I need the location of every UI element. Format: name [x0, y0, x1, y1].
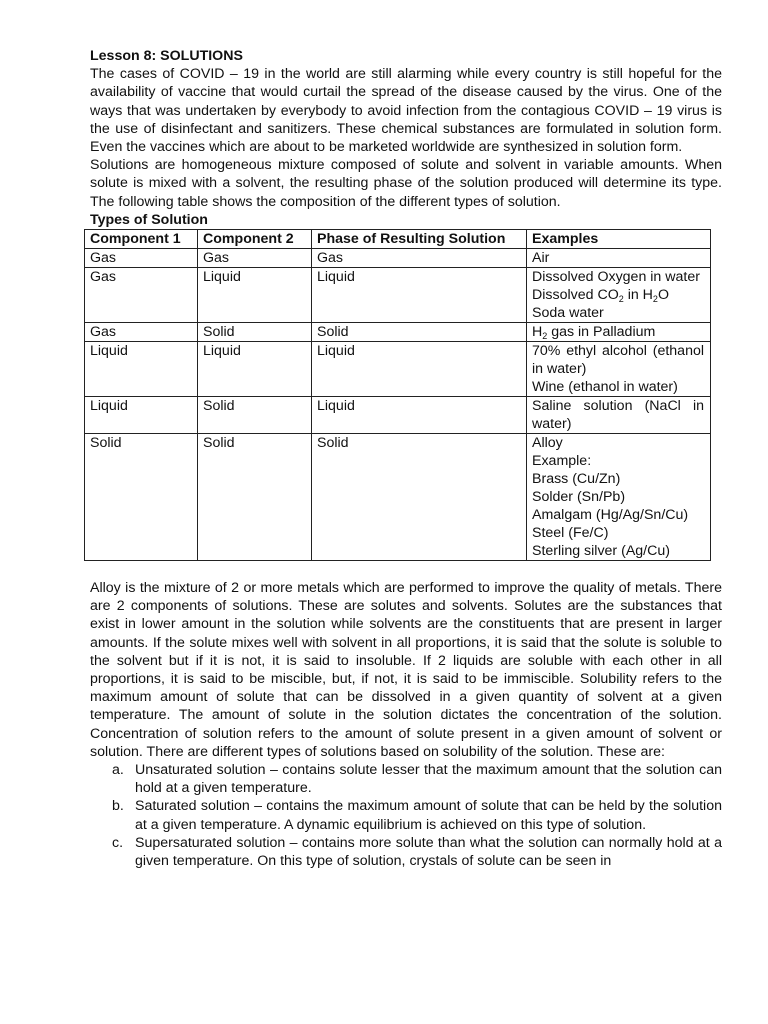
example-item: Example: [532, 453, 592, 470]
example-item: Wine (ethanol in water) [532, 379, 678, 396]
solution-types-list [90, 761, 722, 870]
solution-types-table [84, 229, 711, 561]
example-item: Amalgam (Hg/Ag/Sn/Cu) [532, 507, 689, 524]
component-2-cell: Solid [198, 397, 312, 434]
component-2-cell: Solid [198, 323, 312, 342]
intro-paragraph-1: The cases of COVID – 19 in the world are still alarming while every country is still hopeful for the availability of vaccine that would curtail the spread of the disease caused by the virus. One of the ways that was undertaken by everybody to avoid infection from the contagious COVID – 19 virus is the use of disinfectant and sanitizers. These chemical substances are formulated in solution form. Even the vaccines which are about to be marketed worldwide are synthesized in solution form. [90, 66, 722, 156]
phase-cell: Solid [312, 434, 527, 561]
column-header: Phase of Resulting Solution [312, 230, 527, 249]
list-item [112, 761, 722, 797]
component-1-cell: Liquid [85, 342, 198, 397]
table-row [85, 268, 711, 323]
example-item: Dissolved Oxygen in water [532, 269, 700, 286]
list-item-text: Supersaturated solution – contains more solute than what the solution can normally hold at a given temperature. On this type of solution, crystals of solute can be seen in [135, 834, 722, 870]
list-item [112, 834, 722, 870]
lesson-title: Lesson 8: SOLUTIONS [90, 48, 243, 64]
list-marker: a. [112, 762, 124, 779]
phase-cell: Liquid [312, 268, 527, 323]
table-row [85, 342, 711, 397]
list-marker: c. [112, 834, 124, 851]
phase-cell: Liquid [312, 397, 527, 434]
example-item: Soda water [532, 305, 604, 322]
example-item: Brass (Cu/Zn) [532, 471, 621, 488]
example-item: Solder (Sn/Pb) [532, 489, 626, 506]
table-header-row [85, 230, 711, 249]
example-item-formula: $H_2$ gas in Palladium [532, 324, 656, 342]
table-row [85, 434, 711, 561]
phase-cell: Solid [312, 323, 527, 342]
examples-cell [527, 342, 711, 397]
phase-cell: Gas [312, 249, 527, 268]
example-item: 70% ethyl alcohol (ethanol in water) [532, 343, 704, 378]
table-row [85, 397, 711, 434]
component-2-cell: Liquid [198, 342, 312, 397]
intro-paragraph-2: Solutions are homogeneous mixture composed of solute and solvent in variable amounts. When solute is mixed with a solvent, the resulting phase of the solution produced will determine its type. The following table shows the composition of the different types of solution. [90, 157, 722, 210]
component-2-cell: Solid [198, 434, 312, 561]
examples-cell [527, 249, 711, 268]
example-item: Alloy [532, 435, 563, 452]
list-item-text: Saturated solution – contains the maximum amount of solute that can be held by the solution at a given temperature. A dynamic equilibrium is achieved on this type of solution. [135, 798, 722, 833]
example-item-formula: Dissolved $CO_2$ in $H_2O$ [532, 287, 669, 305]
examples-cell [527, 268, 711, 323]
table-row [85, 323, 711, 342]
component-2-cell: Gas [198, 249, 312, 268]
table-row [85, 249, 711, 268]
examples-cell [527, 323, 711, 342]
component-2-cell: Liquid [198, 268, 312, 323]
examples-cell [527, 434, 711, 561]
examples-cell [527, 397, 711, 434]
component-1-cell: Gas [85, 323, 198, 342]
body-paragraph: Alloy is the mixture of 2 or more metals which are performed to improve the quality of metals. There are 2 components of solutions. These are solutes and solvents. Solutes are the substances that exist in lower amount in the solution while solvents are the constituents that are present in larger amounts. If the solute mixes well with solvent in all proportions, it is said that the solute is soluble to the solvent but if it is not, it is said to insoluble. If 2 liquids are soluble with each other in all proportions, it is said to be miscible, but, if not, it is said to be immiscible. Solubility refers to the maximum amount of solute that can be dissolved in a given quantity of solvent at a given temperature. The amount of solute in the solution dictates the concentration of the solution. Concentration of solution refers to the amount of solute present in a given amount of solvent or solution. There are different types of solutions based on solubility of the solution. These are: [90, 580, 722, 760]
column-header: Component 1 [85, 230, 198, 249]
example-item: Sterling silver (Ag/Cu) [532, 543, 670, 560]
phase-cell: Liquid [312, 342, 527, 397]
list-item [112, 797, 722, 833]
list-item-text: Unsaturated solution – contains solute lesser that the maximum amount that the solution can hold at a given temperature. [135, 762, 722, 797]
list-marker: b. [112, 798, 124, 815]
component-1-cell: Solid [85, 434, 198, 561]
document-content [90, 47, 722, 870]
component-1-cell: Gas [85, 249, 198, 268]
example-item: Steel (Fe/C) [532, 525, 609, 542]
example-item: Air [532, 250, 550, 267]
component-1-cell: Gas [85, 268, 198, 323]
component-1-cell: Liquid [85, 397, 198, 434]
column-header: Examples [527, 230, 711, 249]
table-heading: Types of Solution [90, 211, 208, 228]
example-item: Saline solution (NaCl in water) [532, 398, 704, 433]
column-header: Component 2 [198, 230, 312, 249]
